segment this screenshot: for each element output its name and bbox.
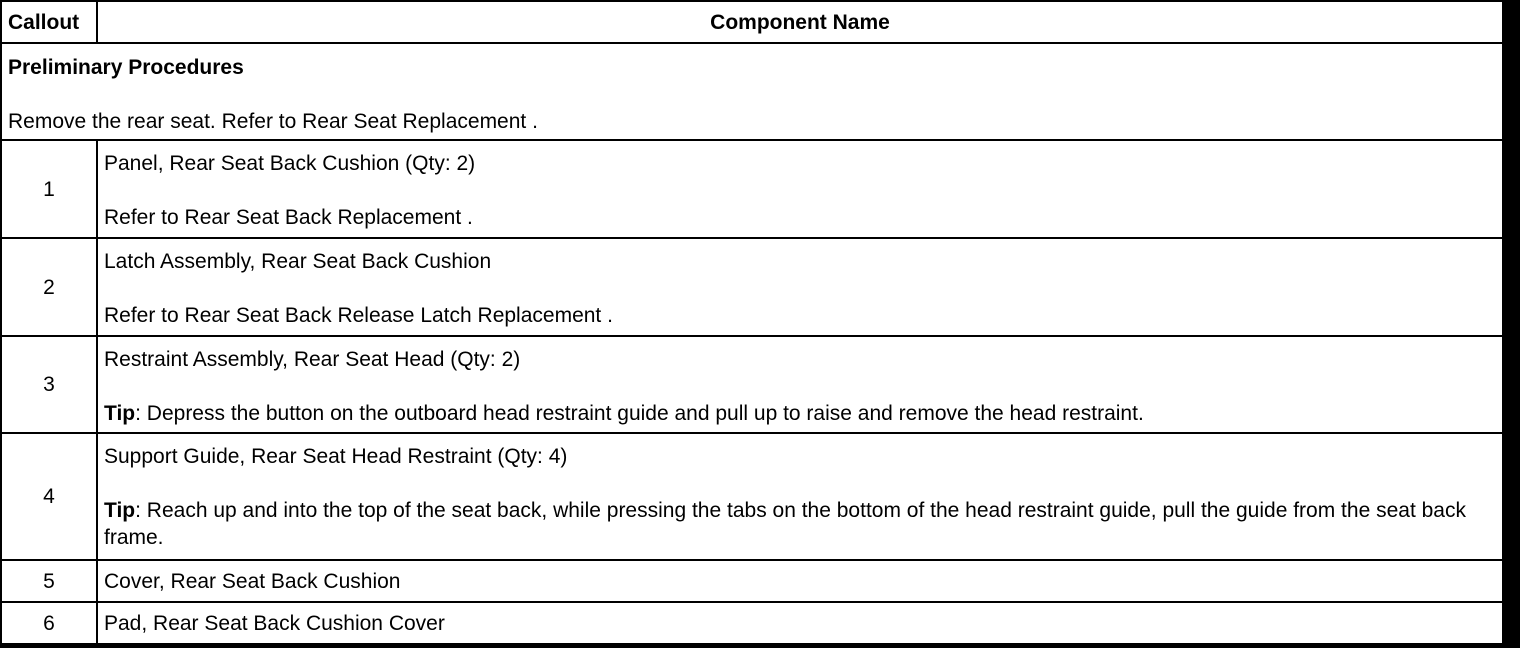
- component-name: Restraint Assembly, Rear Seat Head (Qty: 2): [104, 348, 521, 371]
- preliminary-procedures-row: [1, 43, 1503, 140]
- table-row: [1, 140, 1503, 238]
- component-name: Cover, Rear Seat Back Cushion: [104, 570, 401, 593]
- component-cell: [97, 602, 1503, 644]
- table-row: [1, 560, 1503, 602]
- preliminary-procedures-text: Remove the rear seat. Refer to Rear Seat Replacement .: [8, 110, 538, 133]
- tip-text: : Depress the button on the outboard head restraint guide and pull up to raise and remove the head restraint.: [135, 402, 1144, 425]
- component-note: Refer to Rear Seat Back Replacement .: [104, 206, 473, 229]
- component-name: Support Guide, Rear Seat Head Restraint (Qty: 4): [104, 445, 568, 468]
- header-row: [1, 1, 1503, 43]
- component-tip: [104, 497, 1496, 551]
- callout-number: 6: [1, 602, 97, 644]
- component-tip: [104, 400, 1496, 427]
- component-name-column-header: Component Name: [97, 1, 1503, 43]
- callout-number: 4: [1, 433, 97, 560]
- component-name: Latch Assembly, Rear Seat Back Cushion: [104, 250, 492, 273]
- table-row: [1, 433, 1503, 560]
- component-name: Pad, Rear Seat Back Cushion Cover: [104, 612, 445, 635]
- preliminary-procedures-title: Preliminary Procedures: [8, 56, 244, 79]
- component-cell: [97, 560, 1503, 602]
- tip-text: : Reach up and into the top of the seat back, while pressing the tabs on the bottom of the head restraint guide, pull the guide from the seat back frame.: [104, 499, 1466, 549]
- table-row: [1, 238, 1503, 336]
- component-cell: [97, 140, 1503, 238]
- callout-number: 3: [1, 336, 97, 433]
- component-cell: [97, 238, 1503, 336]
- callout-number: 1: [1, 140, 97, 238]
- table-row: [1, 602, 1503, 644]
- preliminary-procedures-cell: [1, 43, 1503, 140]
- callout-number: 5: [1, 560, 97, 602]
- callout-column-header: Callout: [1, 1, 97, 43]
- tip-label: Tip: [104, 402, 136, 425]
- tip-label: Tip: [104, 499, 136, 522]
- component-note: Refer to Rear Seat Back Release Latch Replacement .: [104, 304, 613, 327]
- component-cell: [97, 336, 1503, 433]
- component-name: Panel, Rear Seat Back Cushion (Qty: 2): [104, 152, 476, 175]
- component-cell: [97, 433, 1503, 560]
- callout-number: 2: [1, 238, 97, 336]
- table-row: [1, 336, 1503, 433]
